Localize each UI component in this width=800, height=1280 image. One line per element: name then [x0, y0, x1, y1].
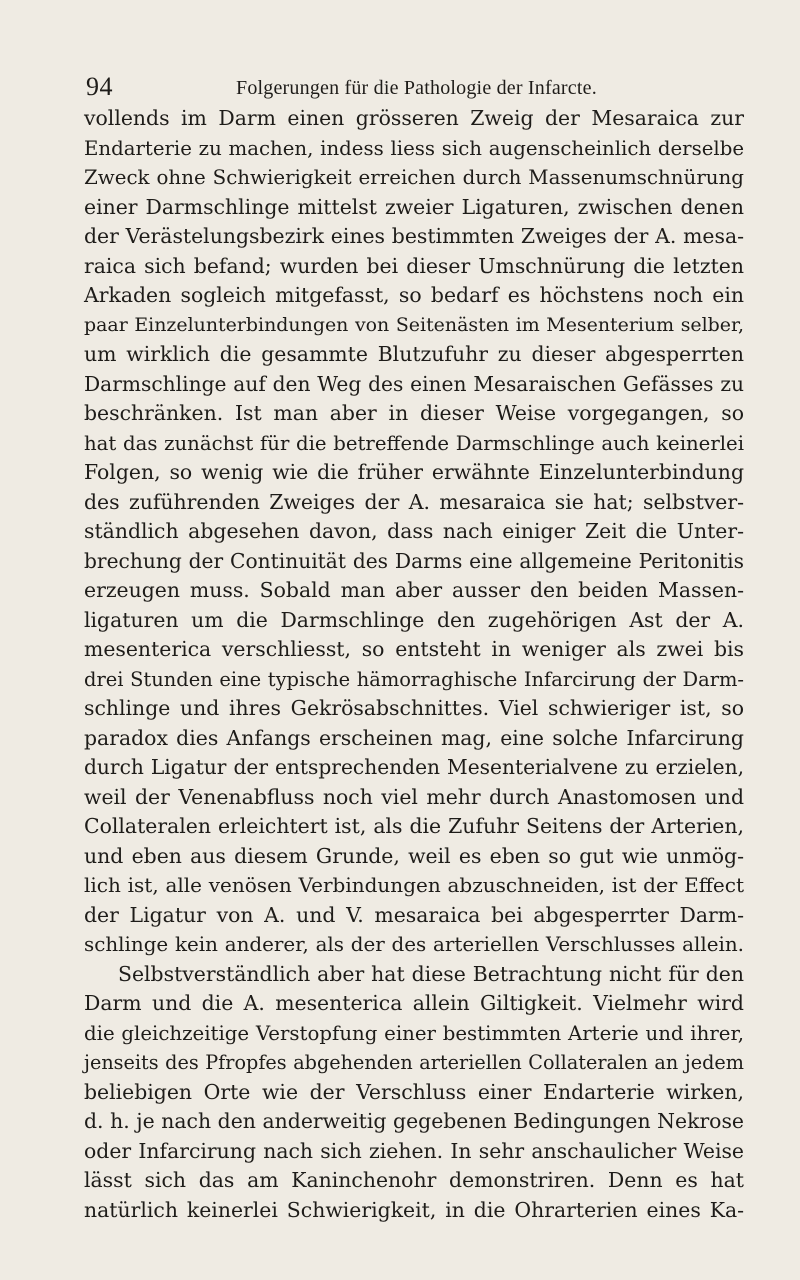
page-number: 94 — [86, 72, 113, 101]
text-line: der Ligatur von A. und V. mesaraica bei abgesperrter Darm- — [84, 902, 744, 927]
text-line: um wirklich die gesammte Blutzufuhr zu dieser abgesperrten — [84, 342, 744, 366]
text-line: lich ist, alle venösen Verbindungen abzuschneiden, ist der Effect — [84, 873, 744, 897]
text-line: erzeugen muss. Sobald man aber ausser den beiden Massen- — [84, 578, 744, 602]
text-line: durch Ligatur der entsprechenden Mesenterialvene zu erzielen, — [84, 755, 744, 779]
text-line: ligaturen um die Darmschlinge den zugehörigen Ast der A. — [84, 607, 744, 632]
text-line: schlinge kein anderer, als der des arteriellen Verschlusses allein. — [84, 933, 744, 956]
text-line: drei Stunden eine typische hämorraghische Infarcirung der Darm- — [84, 667, 744, 691]
text-line: und eben aus diesem Grunde, weil es eben so gut wie unmög- — [84, 843, 744, 868]
text-line: brechung der Continuität des Darms eine allgemeine Peritonitis — [84, 548, 744, 573]
text-line: oder Infarcirung nach sich ziehen. In sehr anschaulicher Weise — [84, 1138, 744, 1163]
page-header — [86, 72, 746, 102]
text-line: raica sich befand; wurden bei dieser Umschnürung die letzten — [84, 253, 744, 278]
running-head: Folgerungen für die Pathologie der Infarcte. — [236, 77, 597, 99]
text-line: paradox dies Anfangs erscheinen mag, eine solche Infarcirung — [84, 725, 744, 750]
text-line: Endarterie zu machen, indess liess sich augenscheinlich derselbe — [84, 136, 744, 160]
text-line: mesenterica verschliesst, so entsteht in weniger als zwei bis — [84, 637, 744, 661]
text-line: hat das zunächst für die betreffende Darmschlinge auch keinerlei — [84, 431, 744, 455]
text-line: d. h. je nach den anderweitig gegebenen Bedingungen Nekrose — [84, 1109, 744, 1133]
text-line: schlinge und ihres Gekrösabschnittes. Viel schwieriger ist, so — [84, 696, 744, 720]
text-line: ständlich abgesehen davon, dass nach einiger Zeit die Unter- — [84, 519, 744, 543]
paragraph-first-line: Selbstverständlich aber hat diese Betrachtung nicht für den — [118, 961, 744, 986]
text-line: Collateralen erleichtert ist, als die Zufuhr Seitens der Arterien, — [84, 814, 744, 838]
text-line: Zweck ohne Schwierigkeit erreichen durch Massenumschnürung — [84, 166, 744, 189]
text-line: Arkaden sogleich mitgefasst, so bedarf es höchstens noch ein — [84, 283, 744, 307]
text-line: einer Darmschlinge mittelst zweier Ligaturen, zwischen denen — [84, 194, 744, 219]
text-line: vollends im Darm einen grösseren Zweig der Mesaraica zur — [84, 106, 744, 130]
text-line: natürlich keinerlei Schwierigkeit, in die Ohrarterien eines Ka- — [84, 1197, 744, 1222]
text-line: Darm und die A. mesenterica allein Giltigkeit. Vielmehr wird — [84, 991, 744, 1015]
text-line: Folgen, so wenig wie die früher erwähnte Einzelunterbindung — [84, 460, 744, 484]
text-line: der Verästelungsbezirk eines bestimmten Zweiges der A. mesa- — [84, 224, 744, 248]
text-line: Darmschlinge auf den Weg des einen Mesaraischen Gefässes zu — [84, 371, 744, 396]
text-line: die gleichzeitige Verstopfung einer bestimmten Arterie und ihrer, — [84, 1021, 744, 1045]
body-text — [84, 104, 744, 1225]
text-line: beliebigen Orte wie der Verschluss einer Endarterie wirken, — [84, 1079, 744, 1104]
text-line: des zuführenden Zweiges der A. mesaraica sie hat; selbstver- — [84, 489, 744, 514]
text-line: paar Einzelunterbindungen von Seitenästen im Mesenterium selber, — [84, 313, 744, 336]
text-line: beschränken. Ist man aber in dieser Weise vorgegangen, so — [84, 401, 744, 425]
text-line: jenseits des Pfropfes abgehenden arteriellen Collateralen an jedem — [84, 1051, 744, 1074]
text-line: weil der Venenabfluss noch viel mehr durch Anastomosen und — [84, 784, 744, 809]
text-line: lässt sich das am Kaninchenohr demonstriren. Denn es hat — [84, 1168, 744, 1192]
